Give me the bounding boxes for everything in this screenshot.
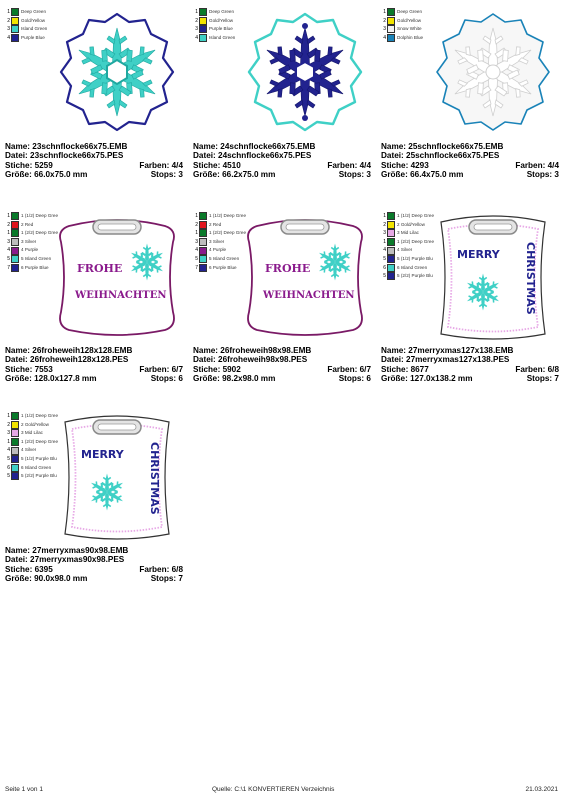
color-count: Farben: 6/7	[327, 364, 371, 374]
color-swatch	[387, 221, 395, 229]
legend-color-name: Snow White	[397, 26, 422, 32]
design-size: Größe: 66.2x75.0 mm	[193, 169, 276, 179]
design-size: Größe: 127.0x138.2 mm	[381, 373, 473, 383]
greeting-text-top: MERRY	[457, 248, 500, 261]
design-name: Name: 23schnflocke66x75.EMB	[5, 142, 128, 151]
legend-color-name: 1 (1/2) Deep Gree	[21, 213, 59, 218]
legend-number: 3	[383, 26, 386, 33]
legend-number: 1	[383, 9, 386, 15]
legend-color-name: 6 Island Green	[21, 464, 52, 470]
design-name: Name: 26froheweih98x98.EMB	[193, 346, 312, 355]
legend-number: 1	[383, 238, 386, 245]
legend-row	[381, 255, 437, 264]
color-swatch	[199, 221, 207, 229]
legend-color-name: 3 Mid Lilac	[21, 430, 43, 436]
stitch-count: Stiche: 5259	[5, 160, 53, 170]
legend-color-name: 4 Silver	[397, 247, 413, 253]
legend-number: 5	[383, 255, 386, 262]
thread-legend	[5, 412, 61, 481]
color-count: Farben: 4/4	[515, 160, 559, 170]
legend-color-name: 1 (2/2) Deep Gree	[21, 438, 59, 444]
color-swatch	[11, 25, 19, 33]
legend-number: 1	[7, 230, 10, 237]
tag-design-preview	[55, 412, 180, 542]
legend-row	[381, 246, 437, 255]
color-swatch	[387, 272, 395, 280]
legend-color-name: 6 Island Green	[397, 264, 428, 270]
stop-count: Stops: 7	[150, 573, 183, 583]
legend-color-name: 1 (2/2) Deep Gree	[209, 230, 247, 236]
legend-number: 5	[195, 255, 198, 262]
design-info	[381, 142, 559, 179]
legend-row	[5, 246, 61, 255]
color-swatch	[387, 34, 395, 42]
design-size: Größe: 66.4x75.0 mm	[381, 169, 464, 179]
legend-number: 5	[7, 455, 10, 462]
legend-color-name: 2 Red	[21, 221, 34, 227]
legend-number: 4	[383, 34, 386, 41]
legend-row	[5, 412, 61, 421]
color-swatch	[387, 8, 395, 16]
legend-number: 3	[7, 26, 10, 33]
legend-color-name: 3 Silver	[209, 238, 225, 244]
legend-number: 2	[383, 221, 386, 228]
color-swatch	[11, 255, 19, 263]
design-file: Datei: 27merryxmas127x138.PES	[381, 355, 510, 365]
greeting-text-top: FROHE	[265, 262, 311, 275]
legend-color-name: 4 Purple	[21, 247, 39, 253]
legend-row	[193, 221, 249, 230]
legend-color-name: 3 Silver	[21, 238, 37, 244]
color-swatch	[387, 255, 395, 263]
legend-color-name: 5 Island Green	[21, 255, 52, 261]
color-swatch	[199, 25, 207, 33]
legend-number: 2	[383, 17, 386, 24]
legend-row	[5, 446, 61, 455]
color-swatch	[387, 212, 395, 220]
legend-row	[5, 455, 61, 464]
design-card	[193, 212, 371, 404]
stop-count: Stops: 6	[338, 373, 371, 383]
legend-row	[381, 264, 437, 273]
legend-color-name: 2 Gold/Yellow	[21, 421, 49, 427]
legend-number: 3	[7, 238, 10, 245]
design-info	[193, 346, 371, 383]
color-swatch	[11, 221, 19, 229]
greeting-text-top: FROHE	[77, 262, 123, 275]
greeting-text-side: CHRISTMAS	[524, 242, 537, 315]
legend-color-name: 5 (2/2) Purple Blu	[397, 273, 433, 279]
footer-date: 21.03.2021	[525, 786, 558, 793]
legend-number: 6	[7, 464, 10, 471]
legend-row	[381, 212, 437, 221]
legend-number: 1	[195, 230, 198, 237]
legend-number: 5	[7, 255, 10, 262]
color-swatch	[387, 238, 395, 246]
legend-row	[5, 255, 61, 264]
color-swatch	[199, 264, 207, 272]
legend-row	[5, 429, 61, 438]
legend-color-name: Island Green	[209, 34, 236, 40]
color-swatch	[11, 464, 19, 472]
color-swatch	[11, 34, 19, 42]
design-name: Name: 25schnflocke66x75.EMB	[381, 142, 504, 151]
greeting-text-side: CHRISTMAS	[148, 442, 161, 515]
design-file: Datei: 23schnflocke66x75.PES	[5, 151, 124, 161]
design-card	[5, 212, 183, 404]
greeting-text-bottom: WEIHNACHTEN	[75, 290, 167, 301]
color-swatch	[11, 421, 19, 429]
color-swatch	[199, 255, 207, 263]
legend-row	[381, 229, 437, 238]
color-swatch	[387, 25, 395, 33]
color-swatch	[11, 264, 19, 272]
design-size: Größe: 90.0x98.0 mm	[5, 573, 88, 583]
tag-design-preview	[431, 212, 556, 342]
legend-row	[5, 229, 61, 238]
stop-count: Stops: 3	[526, 169, 559, 179]
legend-row	[381, 25, 437, 34]
design-info	[5, 142, 183, 179]
color-swatch	[11, 212, 19, 220]
legend-color-name: 2 Red	[209, 221, 222, 227]
design-file: Datei: 26froheweih98x98.PES	[193, 355, 308, 365]
color-swatch	[11, 229, 19, 237]
legend-color-name: 6 Purple Blue	[21, 264, 49, 270]
design-card	[381, 212, 559, 404]
legend-number: 1	[7, 9, 10, 15]
footer-source: Quelle: C:\1 KONVERTIEREN Verzeichnis	[212, 786, 335, 793]
design-card	[381, 8, 559, 200]
legend-row	[5, 464, 61, 473]
design-info	[193, 142, 371, 179]
color-count: Farben: 6/8	[139, 564, 183, 574]
stitch-count: Stiche: 7553	[5, 364, 53, 374]
legend-row	[5, 212, 61, 221]
legend-color-name: 1 (2/2) Deep Gree	[397, 238, 435, 244]
legend-color-name: 5 Island Green	[209, 255, 240, 261]
legend-color-name: Purple Blue	[21, 34, 45, 40]
color-swatch	[11, 8, 19, 16]
design-name: Name: 26froheweih128x128.EMB	[5, 346, 133, 355]
legend-number: 1	[7, 213, 10, 219]
legend-row	[193, 212, 249, 221]
legend-row	[5, 438, 61, 447]
greeting-text-top: MERRY	[81, 448, 124, 461]
legend-number: 2	[7, 421, 10, 428]
legend-row	[5, 472, 61, 481]
design-name: Name: 24schnflocke66x75.EMB	[193, 142, 316, 151]
legend-number: 4	[7, 247, 10, 254]
legend-row	[193, 17, 249, 26]
design-info	[381, 346, 559, 383]
color-swatch	[11, 247, 19, 255]
legend-color-name: Deep Green	[209, 9, 235, 14]
design-name: Name: 27merryxmas127x138.EMB	[381, 346, 514, 355]
color-count: Farben: 4/4	[327, 160, 371, 170]
footer-page: Seite 1 von 1	[5, 786, 43, 793]
design-card	[5, 8, 183, 200]
legend-row	[381, 8, 437, 17]
legend-row	[193, 34, 249, 43]
legend-row	[193, 238, 249, 247]
design-file: Datei: 24schnflocke66x75.PES	[193, 151, 312, 161]
legend-number: 7	[7, 264, 10, 271]
legend-color-name: Dolphin Blue	[397, 34, 424, 40]
color-swatch	[199, 17, 207, 25]
legend-number: 1	[383, 213, 386, 219]
legend-number: 2	[195, 17, 198, 24]
legend-color-name: 4 Purple	[209, 247, 227, 253]
legend-row	[193, 264, 249, 273]
stitch-count: Stiche: 6395	[5, 564, 53, 574]
legend-row	[193, 229, 249, 238]
legend-row	[5, 34, 61, 43]
thread-legend	[5, 212, 61, 272]
design-name: Name: 27merryxmas90x98.EMB	[5, 546, 129, 555]
legend-number: 4	[7, 447, 10, 454]
design-card	[5, 412, 183, 604]
legend-row	[5, 238, 61, 247]
greeting-text-bottom: WEIHNACHTEN	[263, 290, 355, 301]
color-swatch	[11, 412, 19, 420]
legend-number: 4	[7, 34, 10, 41]
legend-number: 2	[7, 221, 10, 228]
legend-color-name: 5 (2/2) Purple Blu	[21, 473, 57, 479]
thread-legend	[193, 8, 249, 42]
legend-row	[5, 17, 61, 26]
legend-row	[5, 25, 61, 34]
legend-color-name: 3 Mid Lilac	[397, 230, 419, 236]
design-file: Datei: 26froheweih128x128.PES	[5, 355, 129, 365]
legend-row	[381, 17, 437, 26]
legend-color-name: Deep Green	[21, 9, 47, 14]
legend-number: 2	[195, 221, 198, 228]
color-swatch	[11, 429, 19, 437]
legend-row	[381, 238, 437, 247]
design-size: Größe: 98.2x98.0 mm	[193, 373, 276, 383]
tag-design-preview	[55, 212, 180, 342]
stop-count: Stops: 7	[526, 373, 559, 383]
legend-number: 3	[383, 230, 386, 237]
tag-design-preview	[243, 212, 368, 342]
legend-color-name: Gold/Yellow	[209, 17, 234, 23]
legend-number: 5	[383, 273, 386, 280]
legend-color-name: 2 Gold/Yellow	[397, 221, 425, 227]
color-swatch	[11, 238, 19, 246]
legend-color-name: 6 Purple Blue	[209, 264, 237, 270]
legend-number: 2	[7, 17, 10, 24]
stitch-count: Stiche: 8677	[381, 364, 429, 374]
legend-number: 3	[195, 26, 198, 33]
design-file: Datei: 27merryxmas90x98.PES	[5, 555, 125, 565]
legend-color-name: Gold/Yellow	[397, 17, 422, 23]
snowflake-design-preview	[55, 8, 180, 138]
color-count: Farben: 4/4	[139, 160, 183, 170]
stop-count: Stops: 6	[150, 373, 183, 383]
legend-color-name: 5 (1/2) Purple Blu	[21, 455, 57, 461]
thread-legend	[5, 8, 61, 42]
legend-number: 4	[195, 34, 198, 41]
snowflake-design-preview	[243, 8, 368, 138]
color-swatch	[199, 229, 207, 237]
color-swatch	[199, 212, 207, 220]
color-swatch	[11, 438, 19, 446]
legend-row	[381, 221, 437, 230]
thread-legend	[381, 8, 437, 42]
legend-color-name: Island Green	[21, 26, 48, 32]
legend-color-name: 1 (1/2) Deep Gree	[209, 213, 247, 218]
legend-number: 6	[383, 264, 386, 271]
legend-number: 1	[7, 438, 10, 445]
design-size: Größe: 66.0x75.0 mm	[5, 169, 88, 179]
color-swatch	[199, 8, 207, 16]
color-swatch	[199, 247, 207, 255]
legend-row	[193, 246, 249, 255]
design-file: Datei: 25schnflocke66x75.PES	[381, 151, 500, 161]
color-swatch	[11, 447, 19, 455]
color-swatch	[199, 238, 207, 246]
legend-number: 1	[195, 9, 198, 15]
color-swatch	[11, 455, 19, 463]
color-swatch	[11, 472, 19, 480]
legend-number: 1	[7, 413, 10, 419]
color-swatch	[199, 34, 207, 42]
legend-color-name: Deep Green	[397, 9, 423, 14]
stop-count: Stops: 3	[338, 169, 371, 179]
legend-row	[193, 8, 249, 17]
legend-number: 4	[383, 247, 386, 254]
design-info	[5, 346, 183, 383]
legend-row	[5, 264, 61, 273]
design-info	[5, 546, 183, 583]
color-count: Farben: 6/8	[515, 364, 559, 374]
snowflake-design-preview	[431, 8, 556, 138]
stop-count: Stops: 3	[150, 169, 183, 179]
color-swatch	[387, 264, 395, 272]
legend-row	[381, 272, 437, 281]
legend-number: 7	[195, 264, 198, 271]
thread-legend	[193, 212, 249, 272]
color-swatch	[387, 17, 395, 25]
design-size: Größe: 128.0x127.8 mm	[5, 373, 97, 383]
color-swatch	[11, 17, 19, 25]
stitch-count: Stiche: 5902	[193, 364, 241, 374]
legend-color-name: 1 (1/2) Deep Gree	[397, 213, 435, 218]
legend-row	[193, 255, 249, 264]
legend-color-name: Gold/Yellow	[21, 17, 46, 23]
design-card	[193, 8, 371, 200]
legend-row	[5, 221, 61, 230]
legend-color-name: 1 (2/2) Deep Gree	[21, 230, 59, 236]
legend-row	[5, 421, 61, 430]
legend-number: 3	[7, 430, 10, 437]
legend-color-name: 5 (1/2) Purple Blu	[397, 255, 433, 261]
legend-color-name: Purple Blue	[209, 26, 233, 32]
legend-color-name: 4 Silver	[21, 447, 37, 453]
color-swatch	[387, 247, 395, 255]
thread-legend	[381, 212, 437, 281]
legend-number: 1	[195, 213, 198, 219]
legend-number: 4	[195, 247, 198, 254]
legend-row	[193, 25, 249, 34]
legend-row	[381, 34, 437, 43]
color-count: Farben: 6/7	[139, 364, 183, 374]
legend-color-name: 1 (1/2) Deep Gree	[21, 413, 59, 418]
stitch-count: Stiche: 4293	[381, 160, 429, 170]
color-swatch	[387, 229, 395, 237]
legend-row	[5, 8, 61, 17]
legend-number: 3	[195, 238, 198, 245]
stitch-count: Stiche: 4510	[193, 160, 241, 170]
legend-number: 5	[7, 473, 10, 480]
